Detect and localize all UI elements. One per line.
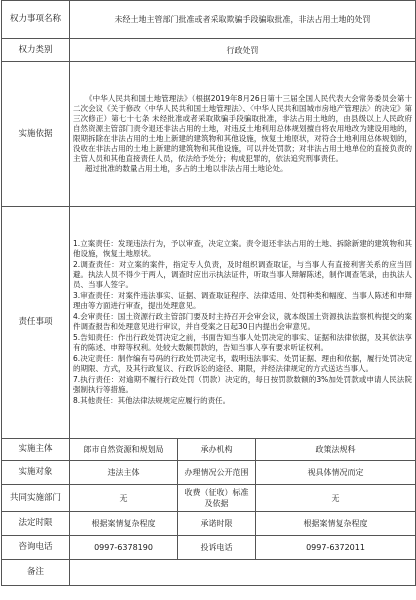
- fee-value: 无: [256, 485, 416, 512]
- agency-value: 政策法规科: [256, 439, 416, 461]
- duty-item: 2.调查责任：对立案的案件，指定专人负责，及时组织调查取证，与当事人有直接利害关系的应当回避。执法人员不得少于两人，调查时应出示执法证件，听取当事人辩解陈述，制作调查笔录，由执法人员、当事人签字。: [73, 259, 413, 289]
- row-time-limit: [2, 512, 416, 536]
- duty-item: 1.立案责任：发现违法行为，予以审查，决定立案。责令退还非法占用的土地、拆除新建的建筑物和其他设施，恢复土地原状。: [73, 238, 413, 258]
- duties-label: 责任事项: [2, 207, 70, 439]
- subject-value: 郎市自然资源和规划局: [70, 439, 178, 461]
- category-label: 权力类别: [2, 39, 70, 62]
- joint-value: 无: [70, 485, 178, 512]
- duty-item: 8.其他责任：其他法律法规规定应履行的责任。: [73, 395, 231, 405]
- remark-value: [70, 560, 416, 586]
- row-basis: [2, 62, 416, 207]
- complaint-phone-label: 投诉电话: [178, 536, 256, 560]
- row-subject: [2, 439, 416, 461]
- consult-phone-value: 0997-6378190: [70, 536, 178, 560]
- row-remark: [2, 560, 416, 586]
- complaint-phone-value: 0997-6372011: [256, 536, 416, 560]
- duty-item: 4.会审责任：国土资源行政主管部门要及时主持召开会审会议，就本级国土资源执法监察机构提交的案件调查报告和处理意见进行审议，并自受案之日起30日内提出会审意见。: [73, 311, 413, 331]
- category-value: 行政处罚: [70, 39, 416, 62]
- row-duties: [2, 207, 416, 439]
- promise-limit-value: 根据案情复杂程度: [256, 512, 416, 536]
- item-name-label: 权力事项名称: [2, 1, 70, 39]
- object-label: 实施对象: [2, 461, 70, 485]
- row-category: [2, 39, 416, 62]
- subject-label: 实施主体: [2, 439, 70, 461]
- basis-label: 实施依据: [2, 62, 70, 207]
- row-phone: [2, 536, 416, 560]
- object-value: 违法主体: [70, 461, 178, 485]
- remark-label: 备注: [2, 560, 70, 586]
- time-limit-label: 法定时限: [2, 512, 70, 536]
- disclosure-value: 视具体情况而定: [256, 461, 416, 485]
- duties-cell: [70, 207, 416, 439]
- row-joint: [2, 485, 416, 512]
- basis-cell: [70, 62, 416, 207]
- disclosure-label: 办理情况公开范围: [178, 461, 256, 485]
- power-item-table: [1, 0, 416, 586]
- duty-item: 5.告知责任：作出行政处罚决定之前，书面告知当事人处罚决定的事实、证据和法律依据，及其依法享有的陈述、申辩等权利。处较大数额罚款的，告知当事人享有要求听证权利。: [73, 332, 413, 352]
- joint-label: 共同实施部门: [2, 485, 70, 512]
- time-limit-value: 根据案情复杂程度: [70, 512, 178, 536]
- item-name-value: 未经土地主管部门批准或者采取欺骗手段骗取批准，非法占用土地的处罚: [70, 1, 416, 39]
- duty-item: 3.审查责任：对案件违法事实、证据、调查取证程序、法律适用、处罚种类和幅度、当事人陈述和申辩理由等方面进行审查，提出处理意见。: [73, 290, 413, 310]
- duty-item: 7.执行责任：对逾期不履行行政处罚（罚款）决定的，每日按罚款数额的3%加处罚款或申请人民法院强制执行等措施。: [73, 374, 413, 394]
- basis-text-2: 超过批准的数量占用土地，多占的土地以非法占用土地论处。: [85, 164, 288, 173]
- row-item-name: [2, 1, 416, 39]
- consult-phone-label: 咨询电话: [2, 536, 70, 560]
- basis-text: 《中华人民共和国土地管理法》（根据2019年8月26日第十三届全国人民代表大会常务委员会第十二次会议《关于修改〈中华人民共和国土地管理法〉、〈中华人民共和国城市房地产管理法〉的决定》第三次修正）第七十七条 未经批准或者采取欺骗手段骗取批准，非法占用土地的，由县级以上人民政府自然资源主管部门责令退还非法占用的土地，对违反土地利用总体规划擅自将农用地改为建设用地的，限期拆除在非法占用的土地上新建的建筑物和其他设施，恢复土地原状，对符合土地利用总体规划的，没收在非法占用的土地上新建的建筑物和其他设施，可以并处罚款；对非法占用土地单位的直接负责的主管人员和其他直接责任人员，依法给予处分；构成犯罪的，依法追究刑事责任。: [73, 94, 413, 163]
- fee-label: 收费（征收）标准及依据: [178, 485, 256, 512]
- duty-item: 6.决定责任：制作编有号码的行政处罚决定书，载明违法事实、处罚证据、理由和依据，履行处罚决定的期限、方式，及其行政复议、行政诉讼的途径、期限，并经法律规定的方式送达当事人。: [73, 353, 413, 373]
- agency-label: 承办机构: [178, 439, 256, 461]
- row-object: [2, 461, 416, 485]
- promise-limit-label: 承诺时限: [178, 512, 256, 536]
